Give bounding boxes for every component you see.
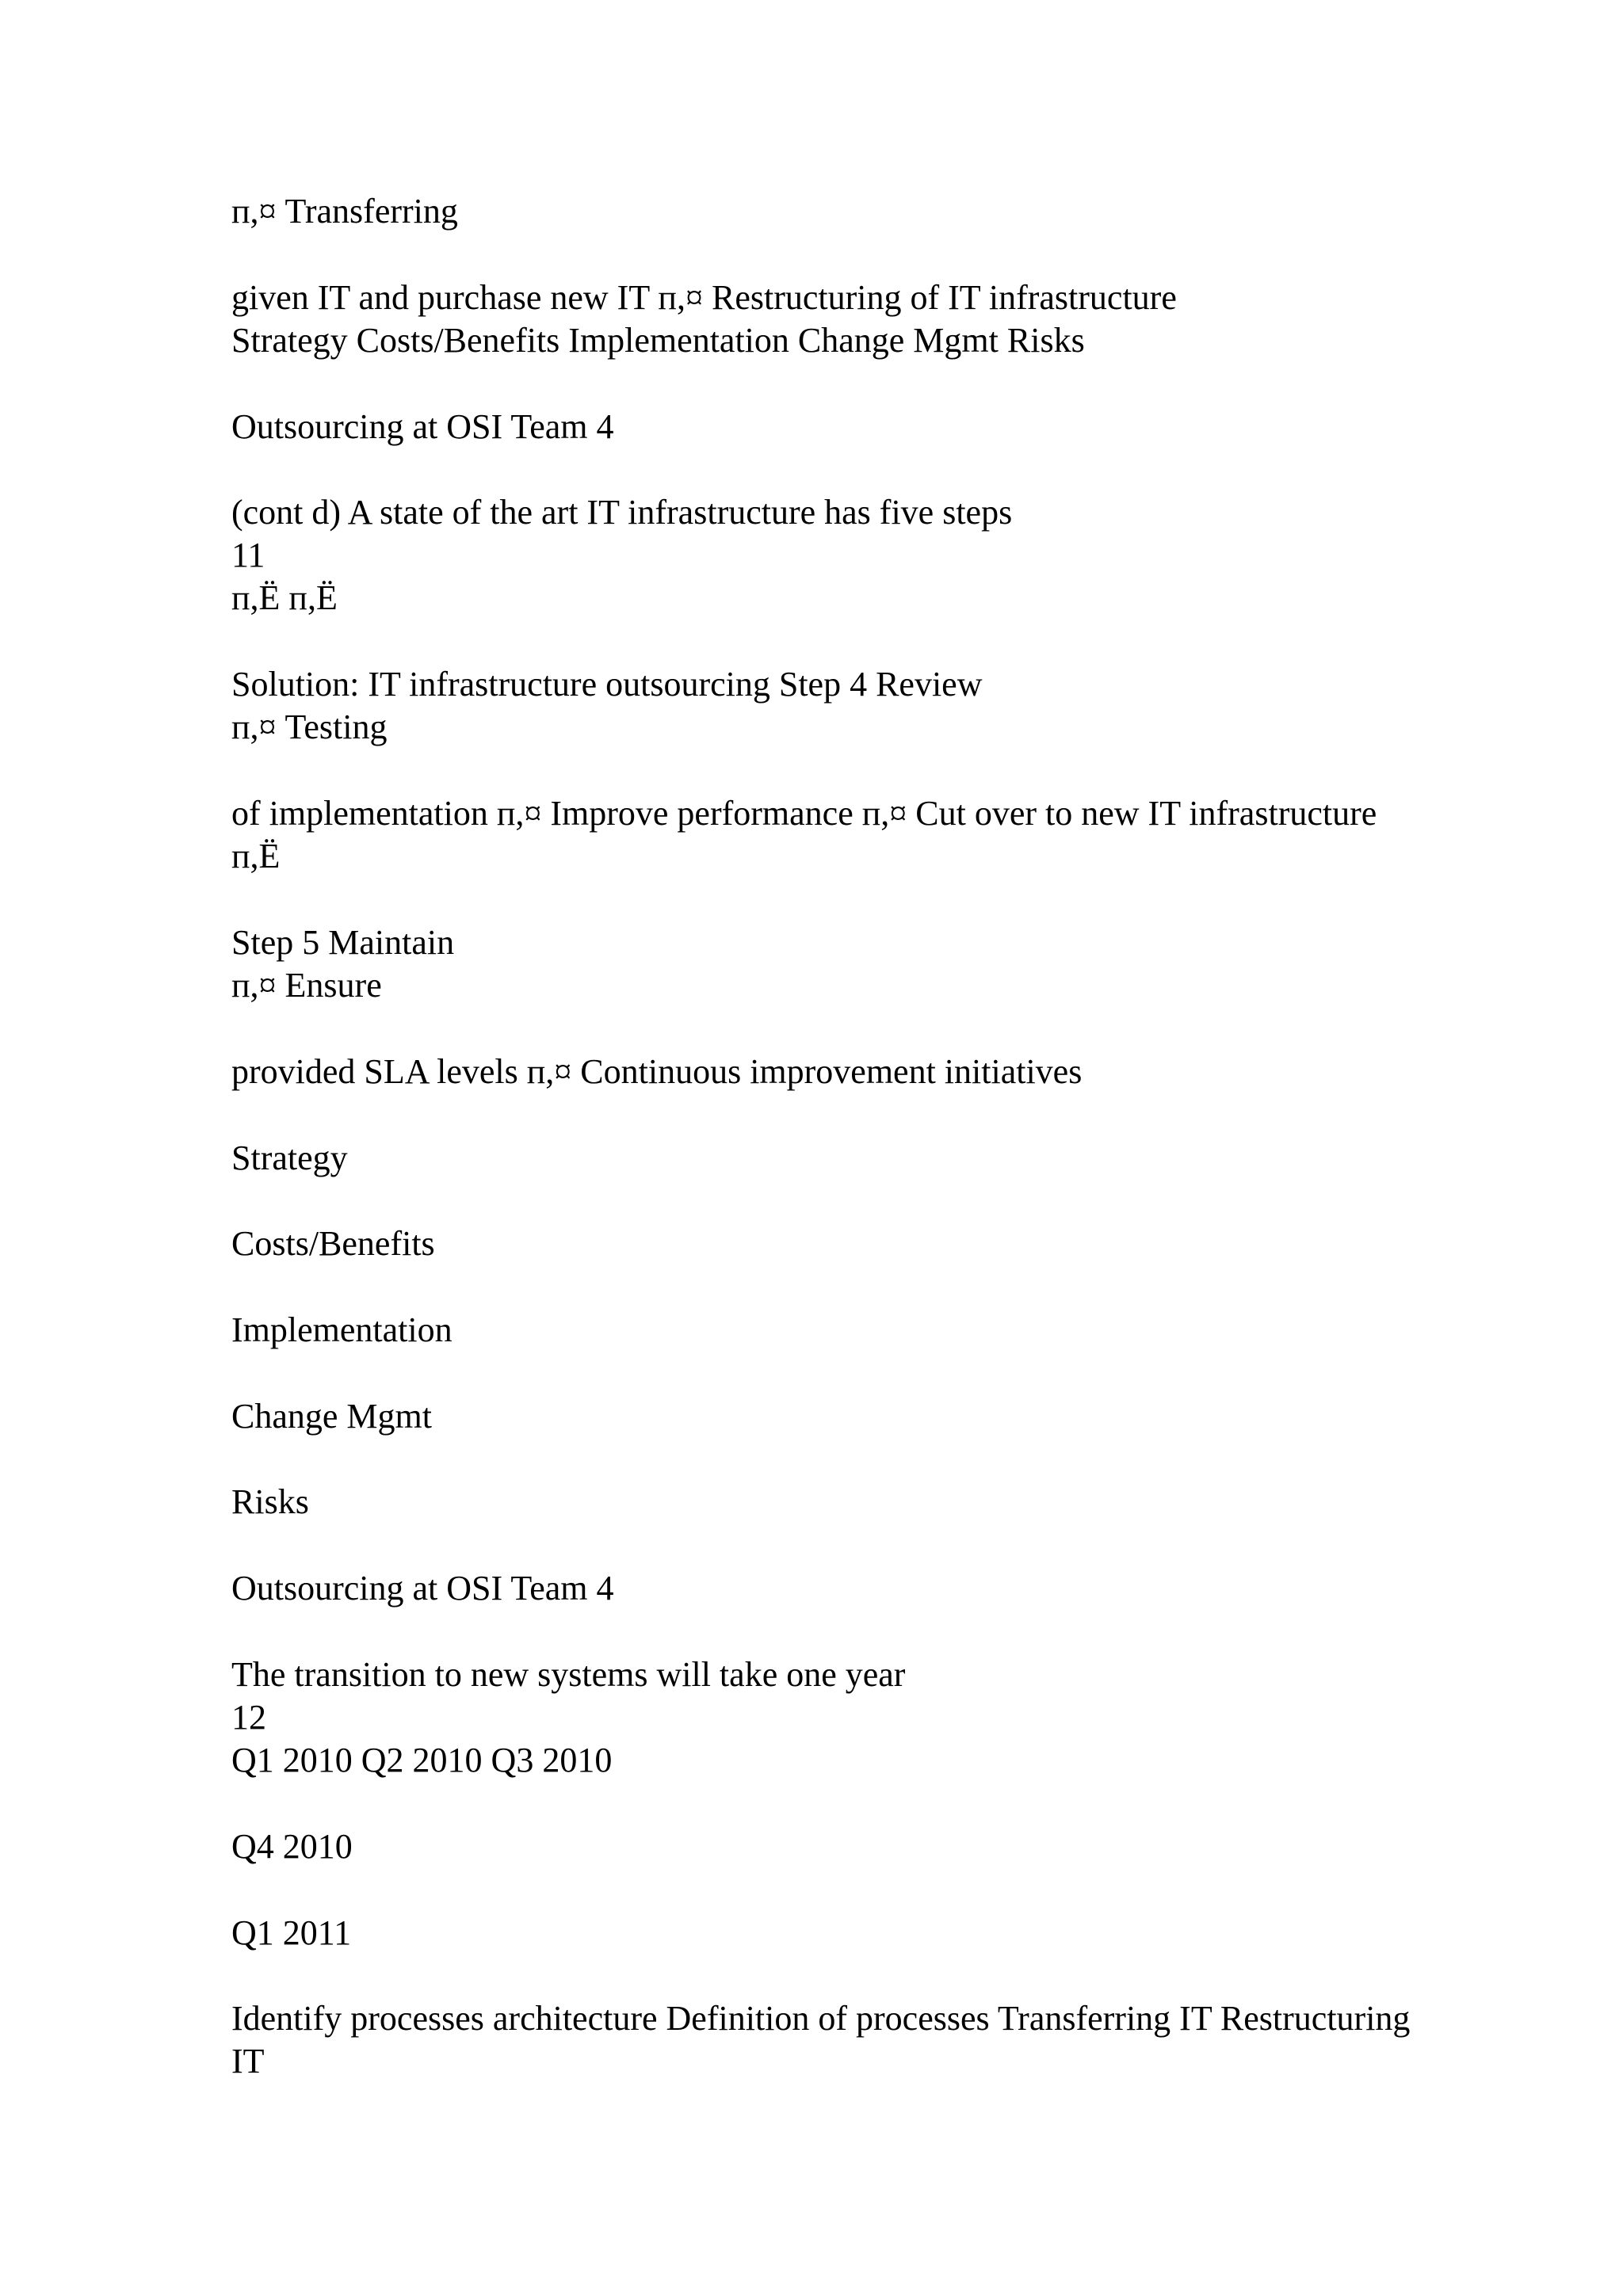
nav-item-strategy: Strategy <box>231 1138 348 1177</box>
slide-number: 11 <box>231 536 265 574</box>
slide-title: The transition to new systems will take one year <box>231 1655 906 1694</box>
slide-number: 12 <box>231 1698 266 1737</box>
text-line: of implementation п,¤ Improve performance п,¤ Cut over to new IT infrastructure <box>231 794 1377 833</box>
timeline-quarter: Q4 2010 <box>231 1827 353 1866</box>
text-line: п,Ë п,Ë <box>231 578 338 617</box>
text-line: п,¤ Testing <box>231 707 388 746</box>
text-line: Step 5 Maintain <box>231 923 455 962</box>
timeline-quarter: Q1 2011 <box>231 1913 352 1952</box>
section-heading: Outsourcing at OSI Team 4 <box>231 407 614 446</box>
nav-item-change-mgmt: Change Mgmt <box>231 1397 432 1436</box>
nav-item-implementation: Implementation <box>231 1310 453 1349</box>
text-line: given IT and purchase new IT п,¤ Restructuring of IT infrastructure <box>231 278 1177 317</box>
text-line: п,¤ Ensure <box>231 966 382 1005</box>
text-line: Strategy Costs/Benefits Implementation Change Mgmt Risks <box>231 321 1085 360</box>
text-line: Solution: IT infrastructure outsourcing Step 4 Review <box>231 665 983 704</box>
timeline-phases: Identify processes architecture Definition of processes Transferring IT Restructuring <box>231 1999 1411 2038</box>
timeline-quarters: Q1 2010 Q2 2010 Q3 2010 <box>231 1741 613 1779</box>
text-line: п,¤ Transferring <box>231 192 458 231</box>
section-heading: Outsourcing at OSI Team 4 <box>231 1569 614 1608</box>
nav-item-costs-benefits: Costs/Benefits <box>231 1224 435 1263</box>
text-line: п,Ë <box>231 837 281 875</box>
text-line: IT <box>231 2042 265 2081</box>
text-line: provided SLA levels п,¤ Continuous improvement initiatives <box>231 1052 1083 1091</box>
slide-title: (cont d) A state of the art IT infrastructure has five steps <box>231 493 1013 532</box>
nav-item-risks: Risks <box>231 1482 309 1521</box>
